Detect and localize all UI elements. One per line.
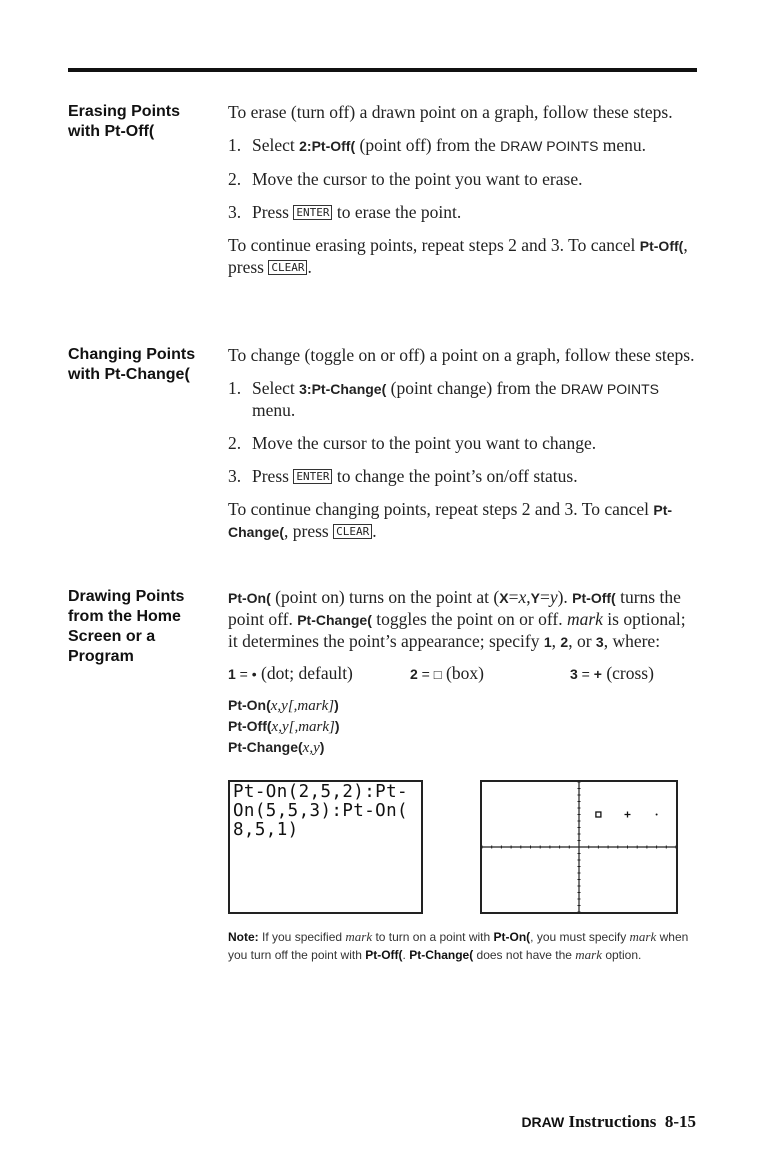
variable-name: y — [549, 587, 558, 607]
section-body — [228, 587, 698, 758]
step-text: Move the cursor to the point you want to erase. — [252, 169, 583, 189]
step-text: menu. — [252, 400, 296, 420]
syntax-close: ) — [334, 697, 339, 713]
menu-name: DRAW POINTS — [500, 138, 599, 154]
note-text: when you turn off the point with — [228, 930, 689, 962]
top-rule — [68, 68, 697, 72]
body-text: = — [508, 587, 519, 607]
syntax-optional: [,mark] — [288, 719, 335, 735]
heading-line: Drawing Points — [68, 588, 185, 605]
heading-line: from the Home — [68, 608, 181, 625]
note-text: . — [402, 948, 410, 962]
mark-equals: = — [417, 666, 434, 682]
heading-line: Erasing Points — [68, 103, 181, 120]
step-text: Press — [252, 466, 294, 486]
body-text: (point on) turns on the point at — [275, 587, 494, 607]
clear-key: CLEAR — [268, 260, 307, 275]
note-text: to turn on a point with — [372, 930, 494, 944]
note-text: does not have the — [473, 948, 576, 962]
graph-screen — [480, 780, 678, 914]
step-text: Select — [252, 378, 300, 398]
heading-line: Program — [68, 648, 134, 665]
mark-description: (dot; default) — [256, 663, 353, 683]
note-text: If you specified — [258, 930, 346, 944]
syntax-args: x,y — [270, 698, 288, 714]
syntax-args: x,y — [271, 719, 289, 735]
step-text: to change the point’s on/off status. — [332, 466, 578, 486]
home-screen — [228, 780, 423, 914]
argument-name: mark — [629, 929, 657, 944]
home-screen-line: 8,5,1) — [233, 820, 299, 840]
step-text: (point off) from the — [355, 135, 501, 155]
step-2 — [228, 169, 698, 190]
outro-text: , press — [228, 235, 688, 277]
home-screen-text — [233, 783, 408, 840]
mark-description: (cross) — [601, 663, 654, 683]
graph-plot — [482, 782, 676, 912]
menu-name: DRAW POINTS — [560, 381, 659, 397]
mark-number: 1 — [228, 666, 236, 682]
step-number: 1. — [228, 378, 242, 398]
heading-line: Changing Points — [68, 346, 196, 363]
cross-point — [625, 812, 631, 818]
box-point — [596, 812, 601, 817]
step-text: Move the cursor to the point you want to change. — [252, 433, 597, 453]
step-number: 2. — [228, 433, 242, 453]
heading-line: with Pt-Change( — [68, 366, 190, 383]
outro-text: . — [307, 257, 312, 277]
intro-paragraph: To change (toggle on or off) a point on a graph, follow these steps. — [228, 345, 695, 365]
command-name: 2:Pt-Off( — [299, 138, 356, 154]
command-name: Pt-Off( — [639, 238, 684, 254]
cross-icon: + — [593, 666, 602, 682]
outro-text: To continue changing points, repeat steps 2 and 3. To cancel — [228, 499, 654, 519]
step-text: to erase the point. — [332, 202, 462, 222]
footer-section: DRAW — [521, 1114, 565, 1130]
command-name: Pt-Change( — [297, 612, 372, 628]
mark-equals: = — [235, 666, 252, 682]
step-2 — [228, 433, 698, 454]
enter-key: ENTER — [293, 205, 332, 220]
step-1 — [228, 135, 698, 157]
mark-option-dot — [228, 663, 353, 685]
body-text: , — [526, 587, 531, 607]
command-name: Pt-Change( — [409, 948, 474, 962]
syntax-line-pt-off — [228, 716, 698, 737]
note — [228, 928, 698, 964]
section-body — [228, 345, 698, 543]
syntax-line-pt-change — [228, 737, 698, 758]
body-text: , — [551, 631, 561, 651]
mark-value: 1 — [543, 634, 552, 650]
argument-name: mark — [345, 929, 373, 944]
heading-line: with Pt-Off( — [68, 123, 155, 140]
argument-name: mark — [566, 609, 603, 629]
body-text: is optional; it determines the point’s appearance; specify — [228, 609, 686, 651]
side-heading — [68, 345, 218, 385]
enter-key: ENTER — [293, 469, 332, 484]
step-number: 3. — [228, 202, 242, 222]
home-screen-line: Pt-On(2,5,2):Pt- — [233, 782, 408, 802]
mark-number: 3 — [570, 666, 578, 682]
outro-text: , press — [284, 521, 334, 541]
syntax-close: ) — [319, 739, 325, 755]
step-number: 3. — [228, 466, 242, 486]
mark-description: (box) — [441, 663, 484, 683]
command-name: Pt-Off( — [365, 948, 403, 962]
page-number: 8-15 — [664, 1112, 696, 1131]
step-text: menu. — [598, 135, 647, 155]
note-text: , you must specify — [530, 930, 630, 944]
variable-name: Y — [530, 590, 540, 606]
mark-value: 3 — [595, 634, 604, 650]
step-number: 1. — [228, 135, 242, 155]
mark-option-cross — [570, 663, 654, 685]
command-name: Pt-On( — [493, 930, 531, 944]
outro-text: . — [372, 521, 377, 541]
footer-title: Instructions — [564, 1112, 657, 1131]
command-name: Pt-Change( — [228, 502, 673, 540]
variable-name: x — [518, 587, 527, 607]
command-name: 3:Pt-Change( — [299, 381, 387, 397]
note-text: option. — [602, 948, 642, 962]
note-label: Note: — [228, 930, 259, 944]
argument-name: mark — [575, 947, 602, 962]
mark-value: 2 — [560, 634, 569, 650]
syntax-block — [228, 695, 698, 758]
body-text: toggles the point on or off. — [371, 609, 567, 629]
box-icon: □ — [433, 667, 442, 682]
side-heading — [68, 102, 218, 142]
page-footer — [521, 1112, 696, 1132]
command-name: Pt-Off( — [572, 590, 616, 606]
heading-line: Screen or a — [68, 628, 156, 645]
step-number: 2. — [228, 169, 242, 189]
body-text: turns the point off. — [228, 587, 681, 629]
syntax-command: Pt-Off( — [228, 718, 272, 734]
syntax-optional: [,mark] — [287, 698, 335, 714]
body-text: , where: — [603, 631, 661, 651]
mark-option-box — [410, 663, 484, 685]
outro-paragraph — [228, 235, 698, 278]
home-screen-line: On(5,5,3):Pt-On( — [233, 801, 408, 821]
syntax-args: x,y — [302, 740, 320, 756]
dot-point — [656, 814, 658, 816]
mark-number: 2 — [410, 666, 418, 682]
variable-name: X — [499, 590, 509, 606]
step-1 — [228, 378, 698, 421]
step-text: (point change) from the — [386, 378, 561, 398]
step-3 — [228, 202, 698, 223]
dot-icon: • — [251, 666, 257, 682]
step-text: Press — [252, 202, 294, 222]
mark-equals: = — [577, 666, 594, 682]
intro-paragraph: To erase (turn off) a drawn point on a graph, follow these steps. — [228, 102, 673, 122]
section-body — [228, 102, 698, 278]
outro-paragraph — [228, 499, 698, 543]
body-text: = — [539, 587, 550, 607]
body-text: ). — [557, 587, 573, 607]
command-name: Pt-On( — [228, 590, 271, 606]
clear-key: CLEAR — [333, 524, 372, 539]
mark-options — [228, 663, 698, 685]
plotted-points — [596, 812, 658, 818]
step-3 — [228, 466, 698, 487]
body-text: ( — [493, 587, 500, 607]
syntax-command: Pt-Change( — [228, 739, 303, 755]
step-text: Select — [252, 135, 300, 155]
syntax-line-pt-on — [228, 695, 698, 716]
syntax-close: ) — [334, 718, 340, 734]
description-paragraph — [228, 587, 698, 653]
side-heading — [68, 587, 218, 667]
outro-text: To continue erasing points, repeat steps 2 and 3. To cancel — [228, 235, 640, 255]
body-text: , or — [568, 631, 596, 651]
syntax-command: Pt-On( — [228, 697, 271, 713]
